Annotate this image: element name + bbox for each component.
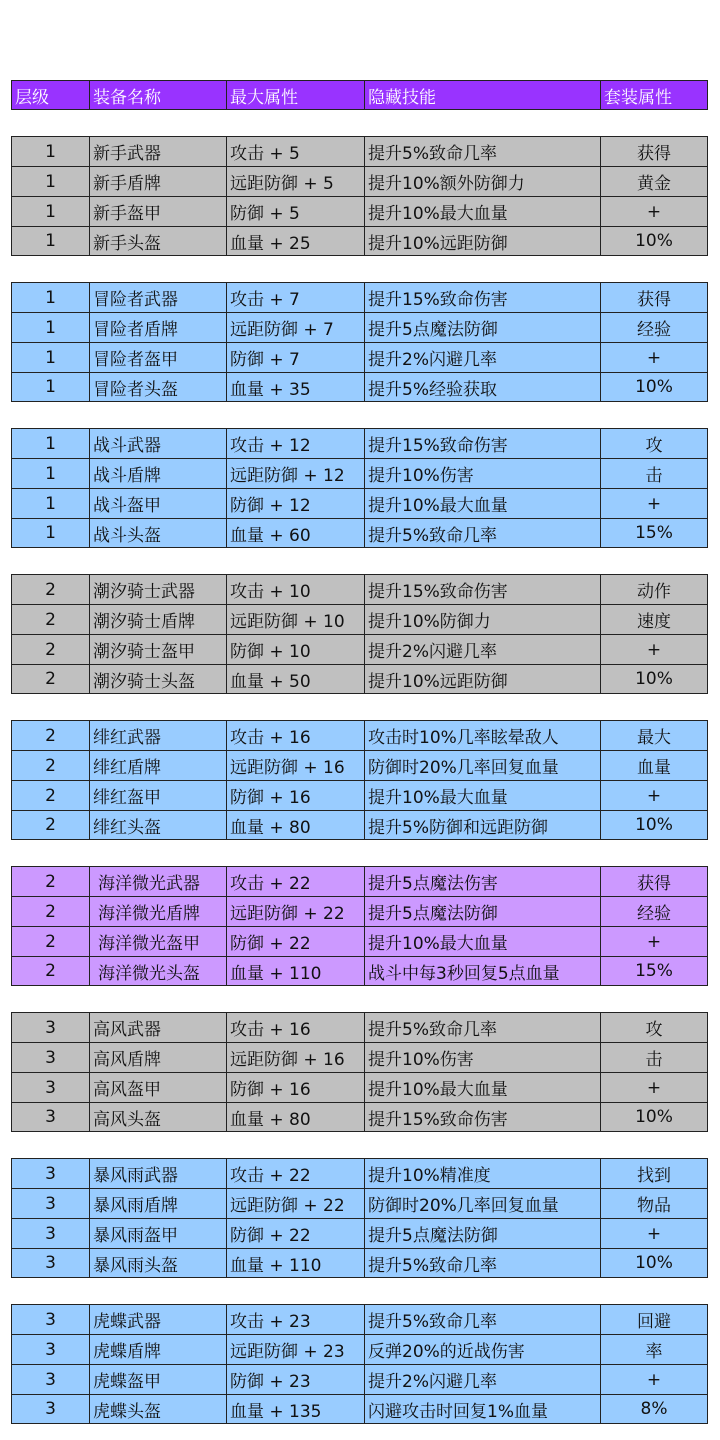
table-row	[11, 488, 708, 518]
cell-max-attribute: 防御 + 16	[226, 1072, 364, 1102]
cell-level: 2	[11, 866, 89, 896]
cell-equipment-name: 高风盾牌	[89, 1042, 226, 1072]
cell-equipment-name: 绯红盔甲	[89, 780, 226, 810]
equipment-set-block	[11, 282, 708, 402]
cell-max-attribute: 防御 + 22	[226, 926, 364, 956]
cell-max-attribute: 血量 + 50	[226, 664, 364, 694]
cell-set-bonus: 获得	[600, 866, 708, 896]
cell-hidden-skill: 战斗中每3秒回复5点血量	[364, 956, 600, 986]
cell-set-bonus: 经验	[600, 896, 708, 926]
cell-max-attribute: 远距防御 + 16	[226, 750, 364, 780]
cell-equipment-name: 海洋微光武器	[89, 866, 226, 896]
table-row	[11, 1334, 708, 1364]
table-row	[11, 282, 708, 312]
cell-max-attribute: 防御 + 10	[226, 634, 364, 664]
cell-max-attribute: 攻击 + 16	[226, 720, 364, 750]
cell-hidden-skill: 提升10%伤害	[364, 458, 600, 488]
cell-equipment-name: 虎蝶武器	[89, 1304, 226, 1334]
table-row	[11, 866, 708, 896]
cell-hidden-skill: 提升2%闪避几率	[364, 342, 600, 372]
cell-equipment-name: 潮汐骑士武器	[89, 574, 226, 604]
cell-level: 2	[11, 810, 89, 840]
header-equipment-name: 装备名称	[89, 80, 226, 110]
cell-hidden-skill: 提升10%伤害	[364, 1042, 600, 1072]
cell-level: 3	[11, 1334, 89, 1364]
cell-set-bonus: 黄金	[600, 166, 708, 196]
cell-hidden-skill: 闪避攻击时回复1%血量	[364, 1394, 600, 1424]
cell-hidden-skill: 提升10%最大血量	[364, 488, 600, 518]
table-row	[11, 342, 708, 372]
cell-level: 1	[11, 488, 89, 518]
table-row	[11, 428, 708, 458]
cell-equipment-name: 绯红武器	[89, 720, 226, 750]
cell-max-attribute: 攻击 + 23	[226, 1304, 364, 1334]
cell-set-bonus: 15%	[600, 518, 708, 548]
equipment-set-block	[11, 136, 708, 256]
cell-level: 2	[11, 720, 89, 750]
cell-hidden-skill: 提升10%最大血量	[364, 926, 600, 956]
cell-max-attribute: 远距防御 + 16	[226, 1042, 364, 1072]
cell-set-bonus: 击	[600, 1042, 708, 1072]
cell-max-attribute: 攻击 + 5	[226, 136, 364, 166]
table-row	[11, 1158, 708, 1188]
table-row	[11, 1364, 708, 1394]
cell-hidden-skill: 提升10%远距防御	[364, 664, 600, 694]
cell-set-bonus: 获得	[600, 282, 708, 312]
cell-set-bonus: 10%	[600, 372, 708, 402]
cell-level: 2	[11, 750, 89, 780]
cell-max-attribute: 防御 + 12	[226, 488, 364, 518]
cell-hidden-skill: 提升2%闪避几率	[364, 1364, 600, 1394]
cell-max-attribute: 远距防御 + 22	[226, 896, 364, 926]
cell-hidden-skill: 防御时20%几率回复血量	[364, 1188, 600, 1218]
table-row	[11, 720, 708, 750]
cell-equipment-name: 战斗头盔	[89, 518, 226, 548]
cell-hidden-skill: 提升5%致命几率	[364, 1248, 600, 1278]
cell-level: 3	[11, 1188, 89, 1218]
cell-max-attribute: 远距防御 + 5	[226, 166, 364, 196]
cell-set-bonus: +	[600, 1072, 708, 1102]
cell-hidden-skill: 提升5点魔法伤害	[364, 866, 600, 896]
table-row	[11, 574, 708, 604]
cell-level: 3	[11, 1042, 89, 1072]
cell-level: 2	[11, 896, 89, 926]
cell-max-attribute: 攻击 + 16	[226, 1012, 364, 1042]
cell-set-bonus: 8%	[600, 1394, 708, 1424]
table-row	[11, 1102, 708, 1132]
cell-equipment-name: 战斗盾牌	[89, 458, 226, 488]
table-row	[11, 750, 708, 780]
cell-max-attribute: 远距防御 + 22	[226, 1188, 364, 1218]
cell-equipment-name: 潮汐骑士盾牌	[89, 604, 226, 634]
cell-level: 1	[11, 226, 89, 256]
cell-level: 3	[11, 1072, 89, 1102]
cell-set-bonus: +	[600, 634, 708, 664]
table-row	[11, 1042, 708, 1072]
cell-max-attribute: 远距防御 + 12	[226, 458, 364, 488]
cell-set-bonus: +	[600, 1364, 708, 1394]
cell-max-attribute: 血量 + 80	[226, 810, 364, 840]
cell-equipment-name: 虎蝶头盔	[89, 1394, 226, 1424]
cell-hidden-skill: 提升5%防御和远距防御	[364, 810, 600, 840]
cell-set-bonus: 率	[600, 1334, 708, 1364]
cell-level: 1	[11, 282, 89, 312]
cell-max-attribute: 防御 + 7	[226, 342, 364, 372]
table-header	[11, 80, 708, 110]
cell-level: 1	[11, 458, 89, 488]
cell-set-bonus: +	[600, 196, 708, 226]
cell-max-attribute: 防御 + 23	[226, 1364, 364, 1394]
table-row	[11, 312, 708, 342]
cell-level: 1	[11, 342, 89, 372]
cell-set-bonus: 击	[600, 458, 708, 488]
cell-equipment-name: 新手盾牌	[89, 166, 226, 196]
cell-level: 3	[11, 1304, 89, 1334]
cell-max-attribute: 攻击 + 12	[226, 428, 364, 458]
table-row	[11, 1248, 708, 1278]
cell-set-bonus: 最大	[600, 720, 708, 750]
table-row	[11, 166, 708, 196]
table-row	[11, 1012, 708, 1042]
cell-level: 2	[11, 664, 89, 694]
header-level: 层级	[11, 80, 89, 110]
cell-set-bonus: 10%	[600, 664, 708, 694]
table-row	[11, 136, 708, 166]
cell-level: 2	[11, 780, 89, 810]
cell-hidden-skill: 提升5%致命几率	[364, 1304, 600, 1334]
cell-level: 1	[11, 518, 89, 548]
table-row	[11, 1188, 708, 1218]
cell-set-bonus: 经验	[600, 312, 708, 342]
cell-hidden-skill: 提升5%致命几率	[364, 518, 600, 548]
cell-level: 1	[11, 196, 89, 226]
cell-max-attribute: 血量 + 25	[226, 226, 364, 256]
cell-level: 3	[11, 1012, 89, 1042]
cell-set-bonus: 10%	[600, 226, 708, 256]
cell-equipment-name: 绯红盾牌	[89, 750, 226, 780]
cell-level: 1	[11, 166, 89, 196]
cell-equipment-name: 新手头盔	[89, 226, 226, 256]
equipment-table	[11, 80, 708, 1424]
cell-set-bonus: +	[600, 342, 708, 372]
cell-hidden-skill: 攻击时10%几率眩晕敌人	[364, 720, 600, 750]
equipment-set-block	[11, 574, 708, 694]
cell-equipment-name: 冒险者盾牌	[89, 312, 226, 342]
equipment-set-block	[11, 1012, 708, 1132]
cell-set-bonus: +	[600, 488, 708, 518]
cell-level: 3	[11, 1102, 89, 1132]
table-row	[11, 458, 708, 488]
cell-max-attribute: 远距防御 + 23	[226, 1334, 364, 1364]
cell-hidden-skill: 提升10%最大血量	[364, 1072, 600, 1102]
cell-max-attribute: 攻击 + 22	[226, 866, 364, 896]
cell-level: 1	[11, 372, 89, 402]
cell-set-bonus: 血量	[600, 750, 708, 780]
cell-hidden-skill: 提升15%致命伤害	[364, 282, 600, 312]
table-row	[11, 926, 708, 956]
table-row	[11, 634, 708, 664]
cell-hidden-skill: 防御时20%几率回复血量	[364, 750, 600, 780]
header-max-attribute: 最大属性	[226, 80, 364, 110]
cell-level: 2	[11, 634, 89, 664]
cell-max-attribute: 血量 + 110	[226, 956, 364, 986]
cell-level: 1	[11, 428, 89, 458]
cell-max-attribute: 攻击 + 7	[226, 282, 364, 312]
cell-set-bonus: 获得	[600, 136, 708, 166]
cell-max-attribute: 防御 + 22	[226, 1218, 364, 1248]
cell-equipment-name: 暴风雨头盔	[89, 1248, 226, 1278]
cell-equipment-name: 战斗盔甲	[89, 488, 226, 518]
cell-set-bonus: 攻	[600, 428, 708, 458]
cell-hidden-skill: 提升10%远距防御	[364, 226, 600, 256]
cell-hidden-skill: 提升10%最大血量	[364, 196, 600, 226]
cell-hidden-skill: 提升5%致命几率	[364, 1012, 600, 1042]
cell-equipment-name: 暴风雨武器	[89, 1158, 226, 1188]
cell-hidden-skill: 提升10%精准度	[364, 1158, 600, 1188]
cell-equipment-name: 高风盔甲	[89, 1072, 226, 1102]
cell-equipment-name: 高风武器	[89, 1012, 226, 1042]
table-row	[11, 604, 708, 634]
cell-hidden-skill: 提升2%闪避几率	[364, 634, 600, 664]
equipment-set-block	[11, 428, 708, 548]
cell-equipment-name: 暴风雨盔甲	[89, 1218, 226, 1248]
cell-equipment-name: 虎蝶盔甲	[89, 1364, 226, 1394]
cell-max-attribute: 远距防御 + 10	[226, 604, 364, 634]
table-row	[11, 664, 708, 694]
cell-max-attribute: 防御 + 16	[226, 780, 364, 810]
cell-level: 3	[11, 1158, 89, 1188]
cell-hidden-skill: 提升5%致命几率	[364, 136, 600, 166]
table-row	[11, 810, 708, 840]
cell-equipment-name: 冒险者武器	[89, 282, 226, 312]
table-row	[11, 226, 708, 256]
table-row	[11, 196, 708, 226]
cell-equipment-name: 冒险者头盔	[89, 372, 226, 402]
cell-level: 3	[11, 1248, 89, 1278]
cell-hidden-skill: 提升15%致命伤害	[364, 574, 600, 604]
cell-equipment-name: 暴风雨盾牌	[89, 1188, 226, 1218]
cell-set-bonus: 10%	[600, 1248, 708, 1278]
cell-level: 1	[11, 136, 89, 166]
cell-hidden-skill: 提升5点魔法防御	[364, 1218, 600, 1248]
table-row	[11, 372, 708, 402]
cell-set-bonus: 10%	[600, 1102, 708, 1132]
cell-set-bonus: 回避	[600, 1304, 708, 1334]
cell-hidden-skill: 提升5点魔法防御	[364, 312, 600, 342]
cell-equipment-name: 海洋微光盾牌	[89, 896, 226, 926]
table-row	[11, 956, 708, 986]
cell-equipment-name: 潮汐骑士盔甲	[89, 634, 226, 664]
cell-set-bonus: 攻	[600, 1012, 708, 1042]
cell-hidden-skill: 提升5%经验获取	[364, 372, 600, 402]
cell-level: 3	[11, 1394, 89, 1424]
cell-set-bonus: +	[600, 1218, 708, 1248]
table-row	[11, 1394, 708, 1424]
cell-level: 2	[11, 574, 89, 604]
cell-equipment-name: 高风头盔	[89, 1102, 226, 1132]
cell-equipment-name: 战斗武器	[89, 428, 226, 458]
equipment-set-block	[11, 720, 708, 840]
cell-hidden-skill: 提升10%防御力	[364, 604, 600, 634]
equipment-set-block	[11, 866, 708, 986]
cell-level: 2	[11, 604, 89, 634]
cell-hidden-skill: 提升10%额外防御力	[364, 166, 600, 196]
table-row	[11, 518, 708, 548]
cell-equipment-name: 绯红头盔	[89, 810, 226, 840]
cell-hidden-skill: 反弹20%的近战伤害	[364, 1334, 600, 1364]
cell-level: 2	[11, 956, 89, 986]
header-set-bonus: 套装属性	[600, 80, 708, 110]
cell-hidden-skill: 提升15%致命伤害	[364, 1102, 600, 1132]
equipment-set-block	[11, 1158, 708, 1278]
cell-equipment-name: 海洋微光盔甲	[89, 926, 226, 956]
cell-level: 3	[11, 1364, 89, 1394]
cell-max-attribute: 血量 + 60	[226, 518, 364, 548]
cell-set-bonus: +	[600, 926, 708, 956]
cell-hidden-skill: 提升15%致命伤害	[364, 428, 600, 458]
cell-set-bonus: +	[600, 780, 708, 810]
cell-max-attribute: 攻击 + 10	[226, 574, 364, 604]
cell-set-bonus: 找到	[600, 1158, 708, 1188]
cell-level: 2	[11, 926, 89, 956]
header-hidden-skill: 隐藏技能	[364, 80, 600, 110]
cell-level: 1	[11, 312, 89, 342]
cell-equipment-name: 新手武器	[89, 136, 226, 166]
table-row	[11, 1218, 708, 1248]
cell-max-attribute: 血量 + 110	[226, 1248, 364, 1278]
cell-equipment-name: 新手盔甲	[89, 196, 226, 226]
cell-hidden-skill: 提升10%最大血量	[364, 780, 600, 810]
cell-equipment-name: 海洋微光头盔	[89, 956, 226, 986]
cell-equipment-name: 虎蝶盾牌	[89, 1334, 226, 1364]
cell-max-attribute: 血量 + 135	[226, 1394, 364, 1424]
cell-set-bonus: 动作	[600, 574, 708, 604]
table-row	[11, 1304, 708, 1334]
cell-set-bonus: 15%	[600, 956, 708, 986]
cell-max-attribute: 攻击 + 22	[226, 1158, 364, 1188]
cell-hidden-skill: 提升5点魔法防御	[364, 896, 600, 926]
cell-max-attribute: 血量 + 35	[226, 372, 364, 402]
cell-equipment-name: 冒险者盔甲	[89, 342, 226, 372]
table-row	[11, 896, 708, 926]
cell-set-bonus: 物品	[600, 1188, 708, 1218]
table-row	[11, 1072, 708, 1102]
cell-level: 3	[11, 1218, 89, 1248]
cell-max-attribute: 远距防御 + 7	[226, 312, 364, 342]
cell-max-attribute: 血量 + 80	[226, 1102, 364, 1132]
cell-set-bonus: 10%	[600, 810, 708, 840]
equipment-set-block	[11, 1304, 708, 1424]
table-row	[11, 780, 708, 810]
cell-equipment-name: 潮汐骑士头盔	[89, 664, 226, 694]
cell-max-attribute: 防御 + 5	[226, 196, 364, 226]
cell-set-bonus: 速度	[600, 604, 708, 634]
